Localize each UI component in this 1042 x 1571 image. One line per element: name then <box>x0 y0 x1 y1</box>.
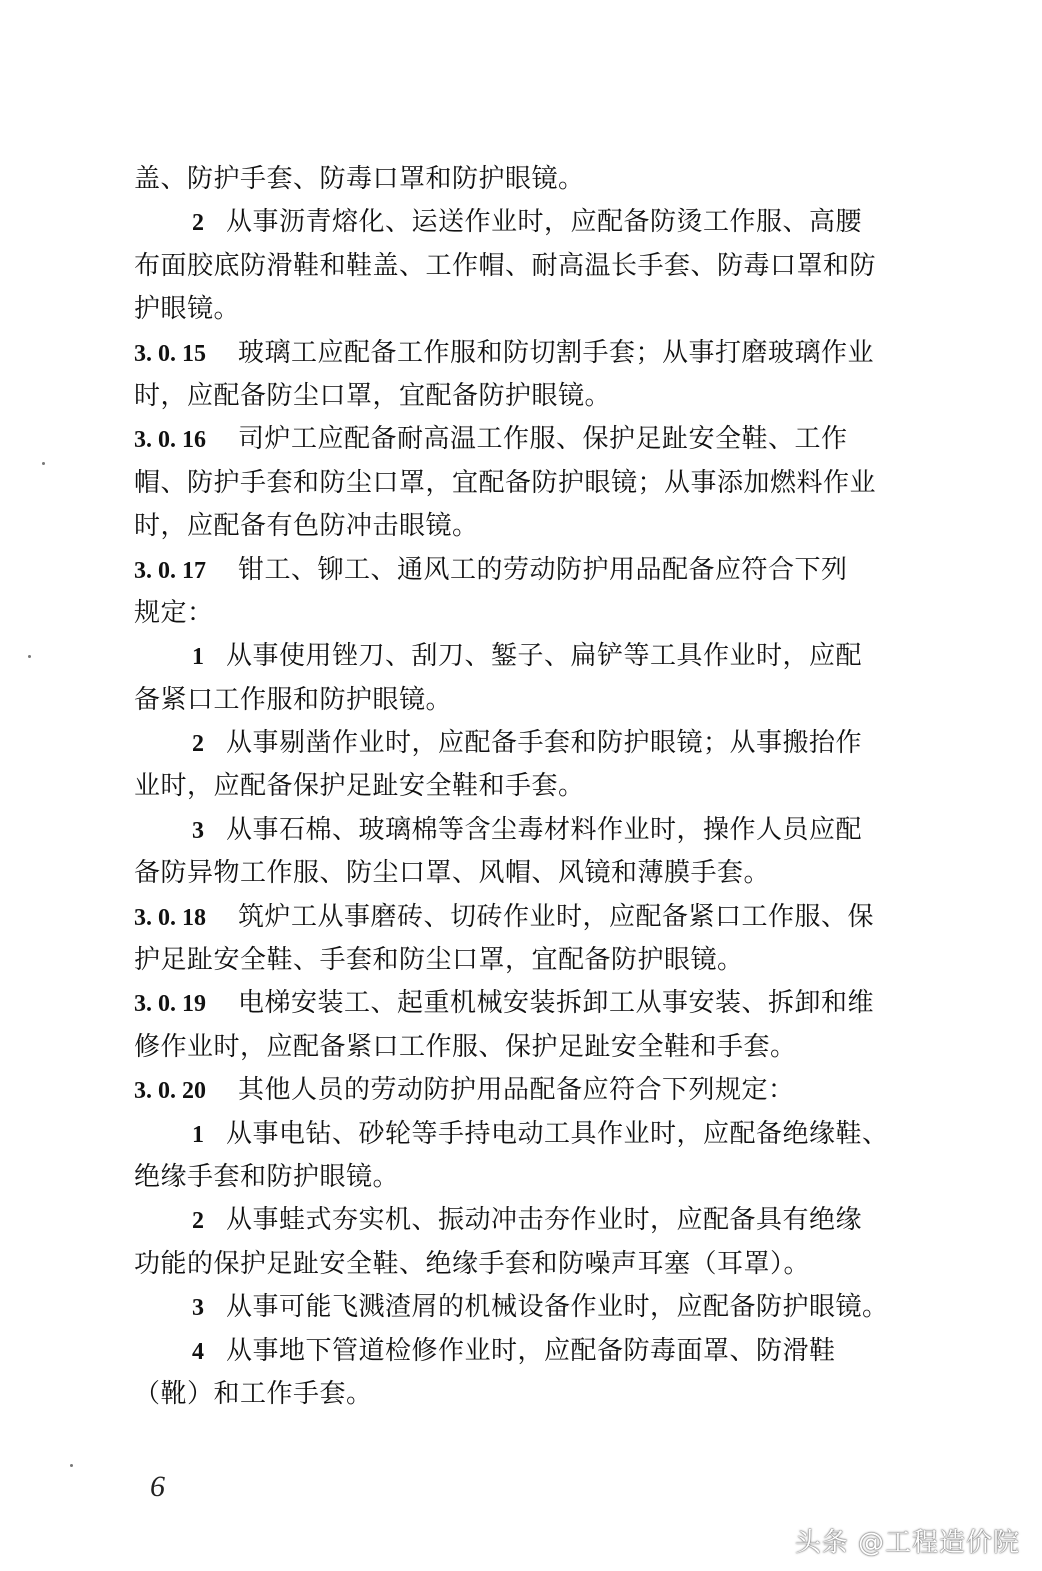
text-line <box>134 245 954 288</box>
item-number: 2 <box>192 210 204 237</box>
clause-number: 3. 0. 17 <box>134 557 206 584</box>
line-text: 备防异物工作服、防尘口罩、风帽、风镜和薄膜手套。 <box>134 858 771 889</box>
text-line <box>134 809 954 852</box>
text-line <box>134 418 954 461</box>
clause-number: 3. 0. 19 <box>134 991 206 1018</box>
text-line <box>134 896 954 939</box>
item-number: 3 <box>192 1295 204 1322</box>
clause-number: 3. 0. 15 <box>134 340 206 367</box>
scan-speck <box>70 1464 73 1467</box>
line-text: 时，应配备有色防冲击眼镜。 <box>134 511 479 542</box>
body-text <box>134 158 954 1416</box>
scan-speck <box>42 462 45 465</box>
line-text: 备紧口工作服和防护眼镜。 <box>134 684 453 715</box>
line-text: 从事沥青熔化、运送作业时，应配备防烫工作服、高腰 <box>226 207 863 238</box>
line-text: 玻璃工应配备工作服和防切割手套；从事打磨玻璃作业 <box>238 337 875 368</box>
text-line <box>134 332 954 375</box>
line-text: 从事可能飞溅渣屑的机械设备作业时，应配备防护眼镜。 <box>226 1292 889 1323</box>
item-number: 1 <box>192 644 204 671</box>
clause-number: 3. 0. 16 <box>134 427 206 454</box>
line-text: 布面胶底防滑鞋和鞋盖、工作帽、耐高温长手套、防毒口罩和防 <box>134 250 877 281</box>
line-text: 其他人员的劳动防护用品配备应符合下列规定： <box>238 1075 795 1106</box>
item-number: 4 <box>192 1338 204 1365</box>
clause-number: 3. 0. 18 <box>134 904 206 931</box>
item-number: 2 <box>192 1208 204 1235</box>
scan-speck <box>28 655 31 658</box>
line-text: 时，应配备防尘口罩，宜配备防护眼镜。 <box>134 380 612 411</box>
line-text: 从事地下管道检修作业时，应配备防毒面罩、防滑鞋 <box>226 1335 836 1366</box>
line-text: 从事蛙式夯实机、振动冲击夯作业时，应配备具有绝缘 <box>226 1205 863 1236</box>
item-number: 3 <box>192 817 204 844</box>
text-line <box>134 549 954 592</box>
line-text: 护足趾安全鞋、手套和防尘口罩，宜配备防护眼镜。 <box>134 945 744 976</box>
line-text: 钳工、铆工、通风工的劳动防护用品配备应符合下列 <box>238 554 848 585</box>
text-line <box>134 1286 954 1329</box>
line-text: 盖、防护手套、防毒口罩和防护眼镜。 <box>134 164 585 194</box>
line-text: 绝缘手套和防护眼镜。 <box>134 1161 400 1192</box>
text-line <box>134 375 954 418</box>
text-line <box>134 1026 954 1069</box>
text-line <box>134 852 954 895</box>
text-line <box>134 158 954 201</box>
text-line <box>134 1069 954 1112</box>
line-text: 从事使用锉刀、刮刀、錾子、扁铲等工具作业时，应配 <box>226 641 863 672</box>
line-text: 从事剔凿作业时，应配备手套和防护眼镜；从事搬抬作 <box>226 728 863 759</box>
text-line <box>134 635 954 678</box>
clause-number: 3. 0. 20 <box>134 1078 206 1105</box>
line-text: 规定： <box>134 597 214 628</box>
line-text: 电梯安装工、起重机械安装拆卸工从事安装、拆卸和维 <box>238 988 875 1019</box>
text-line <box>134 765 954 808</box>
text-line <box>134 679 954 722</box>
line-text: 护眼镜。 <box>134 294 241 325</box>
text-line <box>134 201 954 244</box>
text-line <box>134 288 954 331</box>
line-text: 业时，应配备保护足趾安全鞋和手套。 <box>134 771 585 802</box>
text-line <box>134 462 954 505</box>
line-text: 司炉工应配备耐高温工作服、保护足趾安全鞋、工作 <box>238 424 848 455</box>
page-number: 6 <box>150 1470 165 1503</box>
text-line <box>134 1199 954 1242</box>
text-line <box>134 1113 954 1156</box>
line-text: 帽、防护手套和防尘口罩，宜配备防护眼镜；从事添加燃料作业 <box>134 467 877 498</box>
text-line <box>134 1243 954 1286</box>
line-text: 从事电钻、砂轮等手持电动工具作业时，应配备绝缘鞋、 <box>226 1118 889 1149</box>
text-line <box>134 1156 954 1199</box>
text-line <box>134 505 954 548</box>
text-line <box>134 722 954 765</box>
text-line <box>134 592 954 635</box>
line-text: 筑炉工从事磨砖、切砖作业时，应配备紧口工作服、保 <box>238 901 875 932</box>
line-text: （靴）和工作手套。 <box>134 1378 373 1409</box>
line-text: 功能的保护足趾安全鞋、绝缘手套和防噪声耳塞（耳罩）。 <box>134 1248 811 1279</box>
text-line <box>134 939 954 982</box>
watermark: 头条 @工程造价院 <box>794 1528 1020 1558</box>
item-number: 1 <box>192 1121 204 1148</box>
line-text: 修作业时，应配备紧口工作服、保护足趾安全鞋和手套。 <box>134 1031 797 1062</box>
text-line <box>134 1330 954 1373</box>
text-line <box>134 1373 954 1416</box>
text-line <box>134 982 954 1025</box>
item-number: 2 <box>192 731 204 758</box>
line-text: 从事石棉、玻璃棉等含尘毒材料作业时，操作人员应配 <box>226 814 863 845</box>
